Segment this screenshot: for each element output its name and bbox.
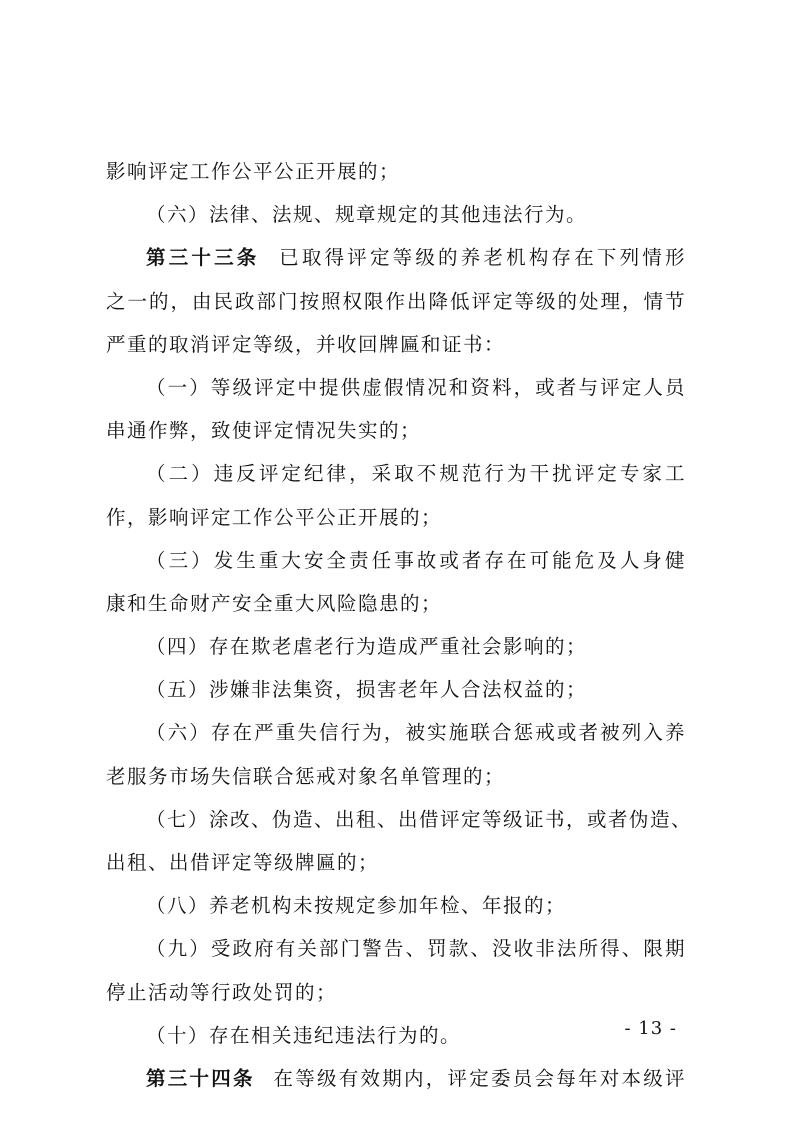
paragraph-line: 停止活动等行政处罚的； <box>106 980 338 1004</box>
article-33-text: 已取得评定等级的养老机构存在下列情形 <box>277 246 686 270</box>
article-33-first-line <box>106 236 686 279</box>
paragraph-line: 之一的，由民政部门按照权限作出降低评定等级的处理，情节 <box>106 289 686 313</box>
paragraph-line: 串通作弊，致使评定情况失实的； <box>106 419 422 443</box>
clause-three-line: （三）发生重大安全责任事故或者存在可能危及人身健 <box>146 548 686 572</box>
clause-nine-line: （九）受政府有关部门警告、罚款、没收非法所得、限期 <box>146 937 686 961</box>
clause-seven-line: （七）涂改、伪造、出租、出借评定等级证书，或者伪造、 <box>146 807 693 831</box>
clause-four-line: （四）存在欺老虐老行为造成严重社会影响的； <box>146 635 588 659</box>
article-34-text: 在等级有效期内，评定委员会每年对本级评 <box>272 1066 686 1090</box>
article-33-heading: 第三十三条 <box>146 246 260 270</box>
clause-ten-line: （十）存在相关违纪违法行为的。 <box>146 1023 462 1047</box>
paragraph-line: 影响评定工作公平公正开展的； <box>106 160 401 183</box>
clause-eight-line: （八）养老机构未按规定参加年检、年报的； <box>146 894 567 918</box>
clause-six-b-line: （六）存在严重失信行为，被实施联合惩戒或者被列入养 <box>146 721 686 745</box>
paragraph-line: 严重的取消评定等级，并收回牌匾和证书： <box>106 332 506 356</box>
clause-five-line: （五）涉嫌非法集资，损害老年人合法权益的； <box>146 678 588 702</box>
clause-one-line: （一）等级评定中提供虚假情况和资料，或者与评定人员 <box>146 375 686 399</box>
body-text <box>106 150 693 1100</box>
paragraph-line: 康和生命财产安全重大风险隐患的； <box>106 591 443 615</box>
clause-two-line: （二）违反评定纪律，采取不规范行为干扰评定专家工 <box>146 462 686 486</box>
page-number: - 13 - <box>624 1018 677 1039</box>
article-34-heading: 第三十四条 <box>146 1066 255 1090</box>
clause-six-line: （六）法律、法规、规章规定的其他违法行为。 <box>146 203 588 227</box>
paragraph-line: 出租、出借评定等级牌匾的； <box>106 851 380 874</box>
paragraph-line: 作，影响评定工作公平公正开展的； <box>106 505 443 529</box>
article-34-first-line <box>106 1057 686 1100</box>
paragraph-line: 老服务市场失信联合惩戒对象名单管理的； <box>106 764 506 788</box>
